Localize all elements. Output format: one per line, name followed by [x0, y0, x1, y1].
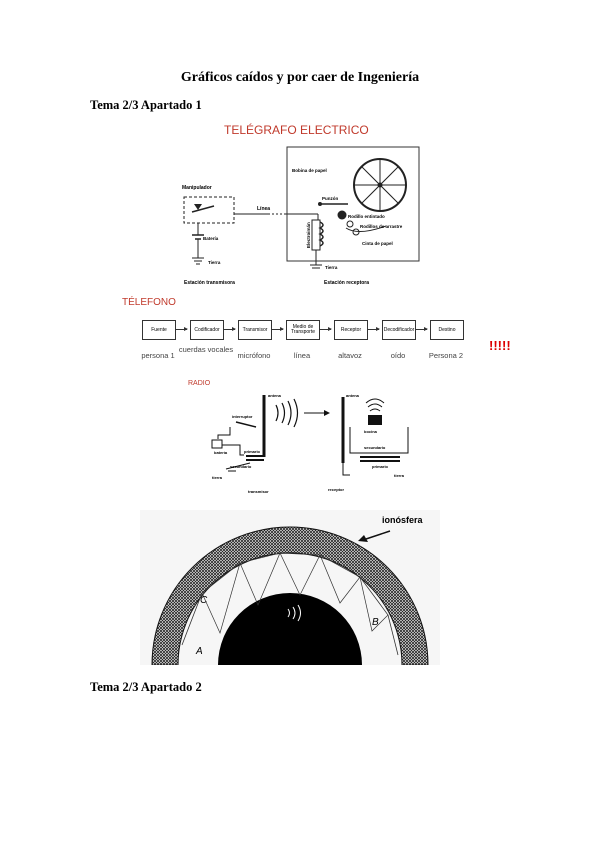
- telefono-block-6: Decodificador: [382, 320, 416, 340]
- telefono-block-4: Medio de Transporte: [286, 320, 320, 340]
- secundario-label-1: secundario: [230, 464, 252, 469]
- telefono-arrow: [224, 329, 235, 330]
- antena-label-2: antena: [346, 393, 359, 398]
- radio-heading: RADIO: [188, 380, 211, 387]
- telefono-arrow: [320, 329, 331, 330]
- cinta-papel-label: Cinta de papel: [362, 241, 393, 246]
- telefono-label-1: persona 1: [141, 351, 175, 360]
- electroiman-label: Electroimán: [306, 222, 311, 248]
- telefono-block-5: Receptor: [334, 320, 368, 340]
- estacion-receptora-label: Estación receptora: [324, 280, 370, 286]
- antena-label-1: antena: [268, 393, 281, 398]
- point-c-label: C: [200, 595, 208, 606]
- telefono-block-2: Codificador: [190, 320, 224, 340]
- telefono-arrow: [176, 329, 187, 330]
- exclamation-marks: !!!!!: [489, 338, 511, 353]
- rodillo-entintado-label: Rodillo entintado: [348, 214, 385, 219]
- bateria-label: Batería: [203, 236, 219, 241]
- linea-label: Línea: [257, 206, 271, 212]
- telefono-block-7: Destino: [430, 320, 464, 340]
- tierra-radio-label-2: tierra: [394, 473, 405, 478]
- ionosfera-label: ionósfera: [382, 515, 423, 525]
- tierra-label-2: Tierra: [325, 265, 338, 270]
- ionosfera-diagram: [140, 505, 440, 665]
- telefono-label-4: línea: [293, 351, 311, 360]
- telefono-arrow: [368, 329, 379, 330]
- telefono-label-5: altavoz: [338, 351, 362, 360]
- telefono-block-3: Transmisor: [238, 320, 272, 340]
- interruptor-label: interruptor: [232, 414, 253, 419]
- primario-label-1: primario: [244, 449, 261, 454]
- telegrafo-diagram: [170, 140, 450, 290]
- transmisor-label: transmisor: [248, 489, 269, 494]
- radio-diagram: [200, 385, 420, 500]
- secundario-label-2: secundario: [364, 445, 386, 450]
- primario-label-2: primario: [372, 464, 389, 469]
- point-a-label: A: [196, 646, 203, 657]
- telefono-heading: TÉLEFONO: [122, 297, 176, 308]
- section-heading-2: Tema 2/3 Apartado 2: [90, 680, 202, 694]
- telefono-label-3: micrófono: [237, 351, 271, 360]
- receptor-label: receptor: [328, 487, 345, 492]
- manipulador-label: Manipulador: [182, 185, 212, 191]
- telefono-arrow: [272, 329, 283, 330]
- telefono-label-7: Persona 2: [428, 351, 464, 360]
- bobina-label: Bobina de papel: [292, 168, 327, 173]
- point-b-label: B: [372, 617, 379, 628]
- estacion-transmisora-label: Estación transmisora: [184, 280, 235, 286]
- tierra-radio-label-1: tierra: [212, 475, 223, 480]
- telefono-arrow: [416, 329, 427, 330]
- section-heading-1: Tema 2/3 Apartado 1: [90, 98, 202, 112]
- telefono-label-2: cuerdas vocales: [178, 345, 234, 354]
- telegrafo-heading: TELÉGRAFO ELECTRICO: [224, 123, 369, 137]
- bateria-radio-label: batería: [214, 450, 228, 455]
- telefono-label-6: oído: [390, 351, 406, 360]
- telefono-block-1: Fuente: [142, 320, 176, 340]
- bocina-label: bocina: [364, 429, 377, 434]
- rodillos-arrastre-label: Rodillos de arrastre: [360, 224, 403, 229]
- document-title: Gráficos caídos y por caer de Ingeniería: [180, 70, 420, 85]
- tierra-label-1: Tierra: [208, 260, 221, 265]
- punzon-label: Punzón: [322, 196, 339, 201]
